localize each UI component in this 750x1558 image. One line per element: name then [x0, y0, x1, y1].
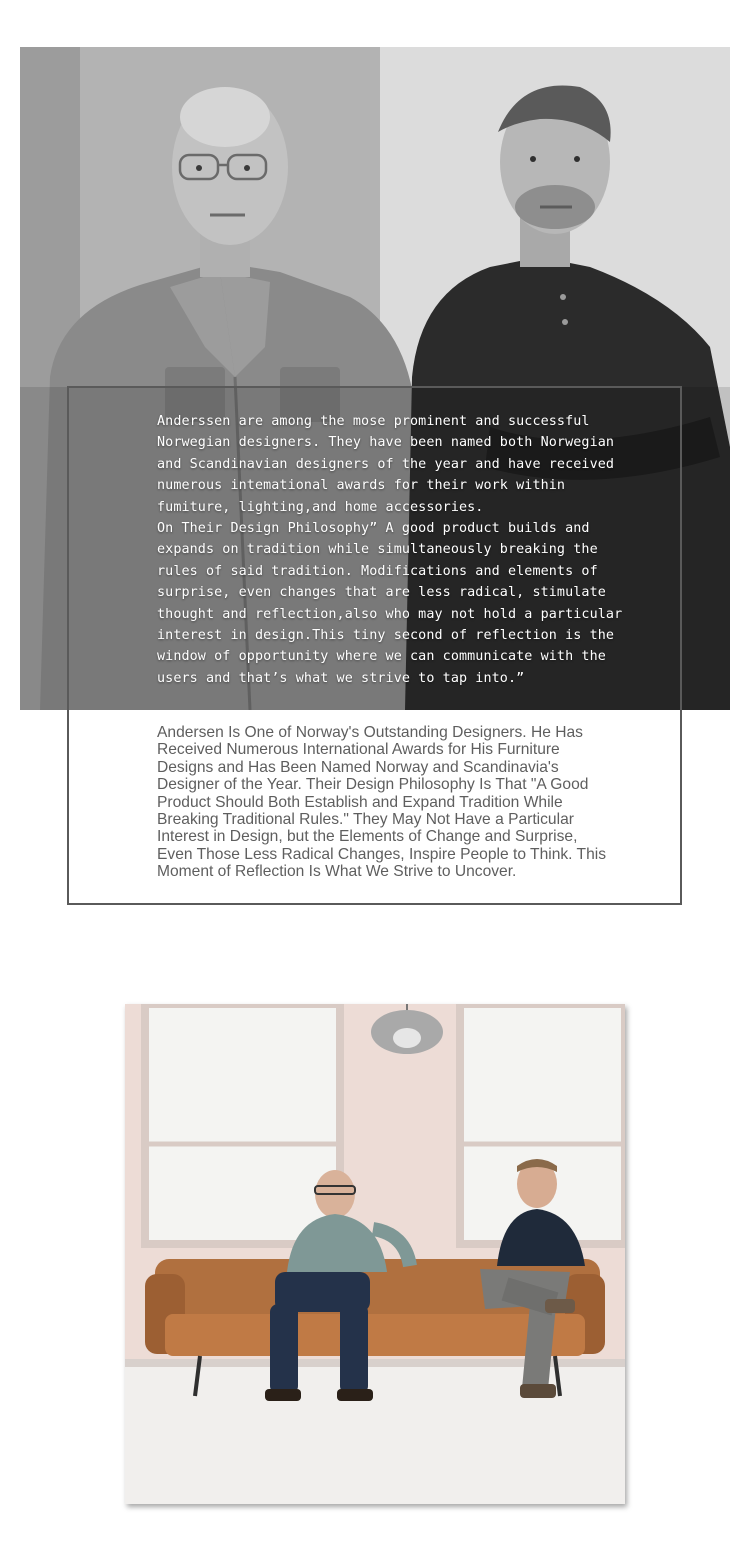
designer-quote [157, 411, 627, 689]
quote-paragraph-intro: Anderssen are among the mose prominent and successful Norwegian designers. They have been named both Norwegian and Scandinavian designers of the year and have received numerous intemational awards for their work within fumiture, lighting,and home accessories. [157, 414, 615, 515]
designers-sofa-photo [125, 1004, 625, 1504]
quote-paragraph-philosophy: On Their Design Philosophy” A good product builds and expands on tradition while simultaneously breaking the rules of said tradition. Modifications and elements of surprise, even changes that are less radical, stimulate thought and reflection,also who may not hold a particular interest in design.This tiny second of reflection is the window of opportunity where we can communicate with the users and that’s what we strive to tap into.” [157, 521, 623, 686]
designer-summary: Andersen Is One of Norway's Outstanding Designers. He Has Received Numerous International Awards for His Furniture Designs and Has Been Named Norway and Scandinavia's Designer of the Year. Their Design Philosophy Is That "A Good Product Should Both Establish and Expand Tradition While Breaking Traditional Rules." They May Not Have a Particular Interest in Design, but the Elements of Change and Surprise, Even Those Less Radical Changes, Inspire People to Think. This Moment of Reflection Is What We Strive to Uncover. [157, 724, 607, 881]
sofa-illustration [125, 1004, 625, 1504]
